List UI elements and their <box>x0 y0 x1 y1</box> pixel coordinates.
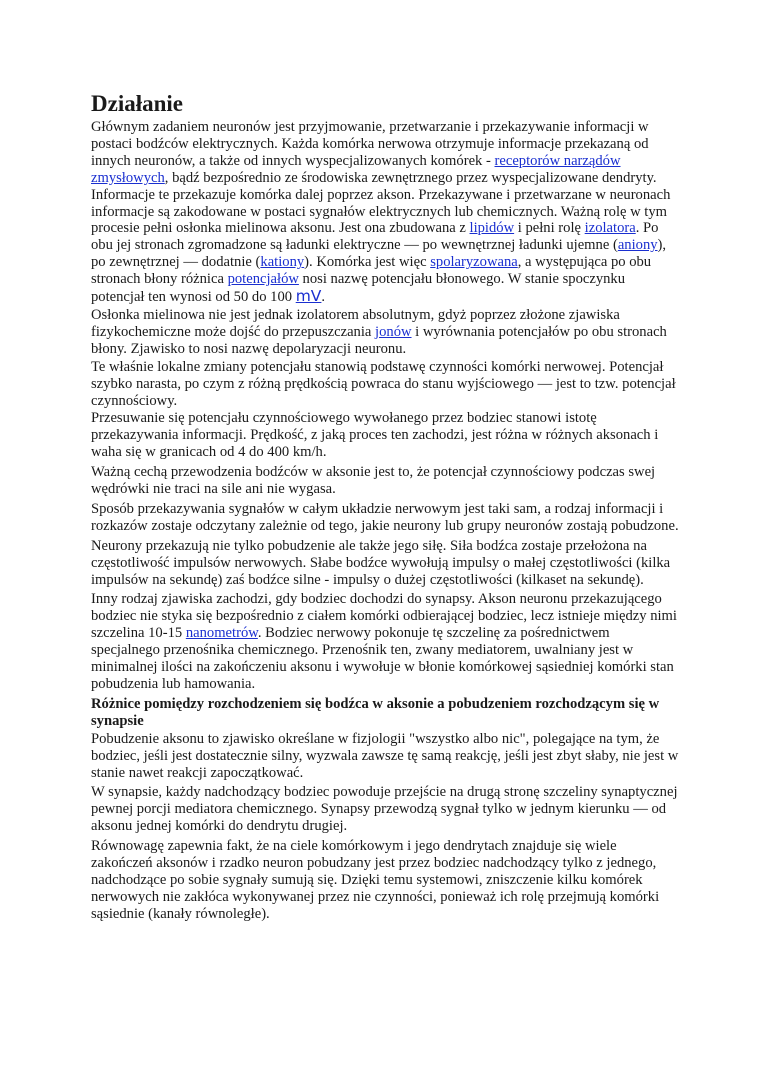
link-lipidow[interactable]: lipidów <box>469 220 515 237</box>
text-segment: Inny rodzaj zjawiska zachodzi, gdy bodziec dochodzi do synapsy. Akson neuronu przekazującego bodziec nie styka się bezpośrednio z ciałem komórki odbierającej bodziec, lecz istnieje między nimi szczelina 10-15 <box>91 591 677 642</box>
text-segment: nosi nazwę potencjału błonowego. W stanie spoczynku potencjał ten wynosi od 50 do 100 <box>91 271 626 306</box>
text-segment: Osłonka mielinowa nie jest jednak izolatorem absolutnym, gdyż poprzez złożone zjawiska fizykochemiczne może dojść do przepuszczania <box>91 306 620 340</box>
text-segment: i wyrównania potencjałów po obu stronach błony. Zjawisko to nosi nazwę depolaryzacji neuronu. <box>91 323 667 357</box>
section-title: Działanie <box>91 91 183 116</box>
text-segment: . Po obu jej stronach zgromadzone są ładunki elektryczne — po wewnętrznej ładunki ujemne ( <box>91 220 659 254</box>
link-kationy[interactable]: kationy <box>260 254 305 271</box>
text-segment: Głównym zadaniem neuronów jest przyjmowanie, przetwarzanie i przekazywanie informacji w postaci bodźców elektrycznych. Każda komórka nerwowa otrzymuje informacje przekazaną od innych neuronów, a także od innych wyspecjalizowanych komórek - <box>91 119 649 169</box>
text-segment: i pełni rolę <box>514 220 585 237</box>
document-body <box>91 91 681 926</box>
subheading: Różnice pomiędzy rozchodzeniem się bodźca w aksonie a pobudzeniem rozchodzącym się w synapsie <box>91 695 660 729</box>
paragraph-8 <box>91 591 681 692</box>
text-segment: . Bodziec nerwowy pokonuje tę szczelinę za pośrednictwem specjalnego przenośnika chemicznego. Przenośnik ten, zwany mediatorem, uwalniany jest w minimalnej ilości na zakończeniu aksonu i wywołuje w błonie komórkowej sąsiedniej komórki stan pobudzenia lub hamowania. <box>91 625 674 692</box>
paragraph-3: Te właśnie lokalne zmiany potencjału stanowią podstawę czynności komórki nerwowej. Potencjał szybko narasta, po czym z różną prędkością powraca do stanu wyjściowego — jest to tzw. potencjał czynnościowy. <box>91 358 676 409</box>
text-segment: , a występująca po obu stronach błony różnica <box>91 254 652 288</box>
paragraph-1 <box>91 119 681 306</box>
link-spolaryzowana[interactable]: spolaryzowana <box>430 254 518 271</box>
link-jonow[interactable]: jonów <box>375 323 412 340</box>
text-segment: . <box>321 289 326 306</box>
link-mv[interactable]: mV <box>295 287 322 306</box>
link-potencjalow[interactable]: potencjałów <box>227 271 299 288</box>
text-segment: ). Komórka jest więc <box>304 254 431 271</box>
link-receptory[interactable]: receptorów narządów zmysłowych <box>91 152 621 186</box>
text-segment: ), po zewnętrznej — dodatnie ( <box>91 237 667 271</box>
paragraph-4: Przesuwanie się potencjału czynnościowego wywołanego przez bodziec stanowi istotę przekazywania informacji. Prędkość, z jaką proces ten zachodzi, jest różna w różnych aksonach i waha się w granicach od 4 do 400 km/h. <box>91 410 659 461</box>
link-izolatora[interactable]: izolatora <box>584 220 636 237</box>
paragraph-9: Pobudzenie aksonu to zjawisko określane w fizjologii "wszystko albo nic", polegające na tym, że bodziec, jeśli jest dostatecznie silny, wyzwala zawsze tę samą reakcję, jeśli jest zbyt słaby, nie jest w stanie nawet reakcji zapoczątkować. <box>91 730 679 781</box>
link-nanometrow[interactable]: nanometrów <box>185 625 258 642</box>
paragraph-2 <box>91 307 681 358</box>
link-aniony[interactable]: aniony <box>617 237 658 254</box>
paragraph-5: Ważną cechą przewodzenia bodźców w aksonie jest to, że potencjał czynnościowy podczas swej wędrówki nie traci na sile ani nie wygasa. <box>91 464 656 498</box>
paragraph-6: Sposób przekazywania sygnałów w całym układzie nerwowym jest taki sam, a rodzaj informacji i rozkazów zostaje odczytany zależnie od tego, jakie neurony lub grupy neuronów zostają pobudzone. <box>91 500 679 534</box>
paragraph-11: Równowagę zapewnia fakt, że na ciele komórkowym i jego dendrytach znajduje się wiele zakończeń aksonów i rzadko neuron pobudzany jest przez bodziec nadchodzący tylko z jednego, nadchodzące po sobie sygnały sumują się. Dzięki temu systemowi, zniszczenie kilku komórek nerwowych nie zakłóca wykonywanej przez nie czynności, ponieważ ich rolę przejmują komórki sąsiednie (kanały równoległe). <box>91 838 660 922</box>
text-segment: , bądź bezpośrednio ze środowiska zewnętrznego przez wyspecjalizowane dendryty. Informacje te przekazuje komórka dalej poprzez akson. Przekazywane i przetwarzane w neuronach informacje są zakodowane w postaci sygnałów elektrycznych lub chemicznych. Ważną rolę w tym procesie pełni osłonka mielinowa aksonu. Jest ona zbudowana z <box>91 169 671 237</box>
paragraph-10: W synapsie, każdy nadchodzący bodziec powoduje przejście na drugą stronę szczeliny synaptycznej pewnej porcji mediatora chemicznego. Synapsy przewodzą sygnał tylko w jednym kierunku — od aksonu jednej komórki do dendrytu drugiej. <box>91 784 678 835</box>
paragraph-7: Neurony przekazują nie tylko pobudzenie ale także jego siłę. Siła bodźca zostaje przełożona na częstotliwość impulsów nerwowych. Słabe bodźce wywołują impulsy o małej częstotliwości (kilka impulsów na sekundę) zaś bodźce silne - impulsy o dużej częstotliwości (kilkaset na sekundę). <box>91 537 671 588</box>
